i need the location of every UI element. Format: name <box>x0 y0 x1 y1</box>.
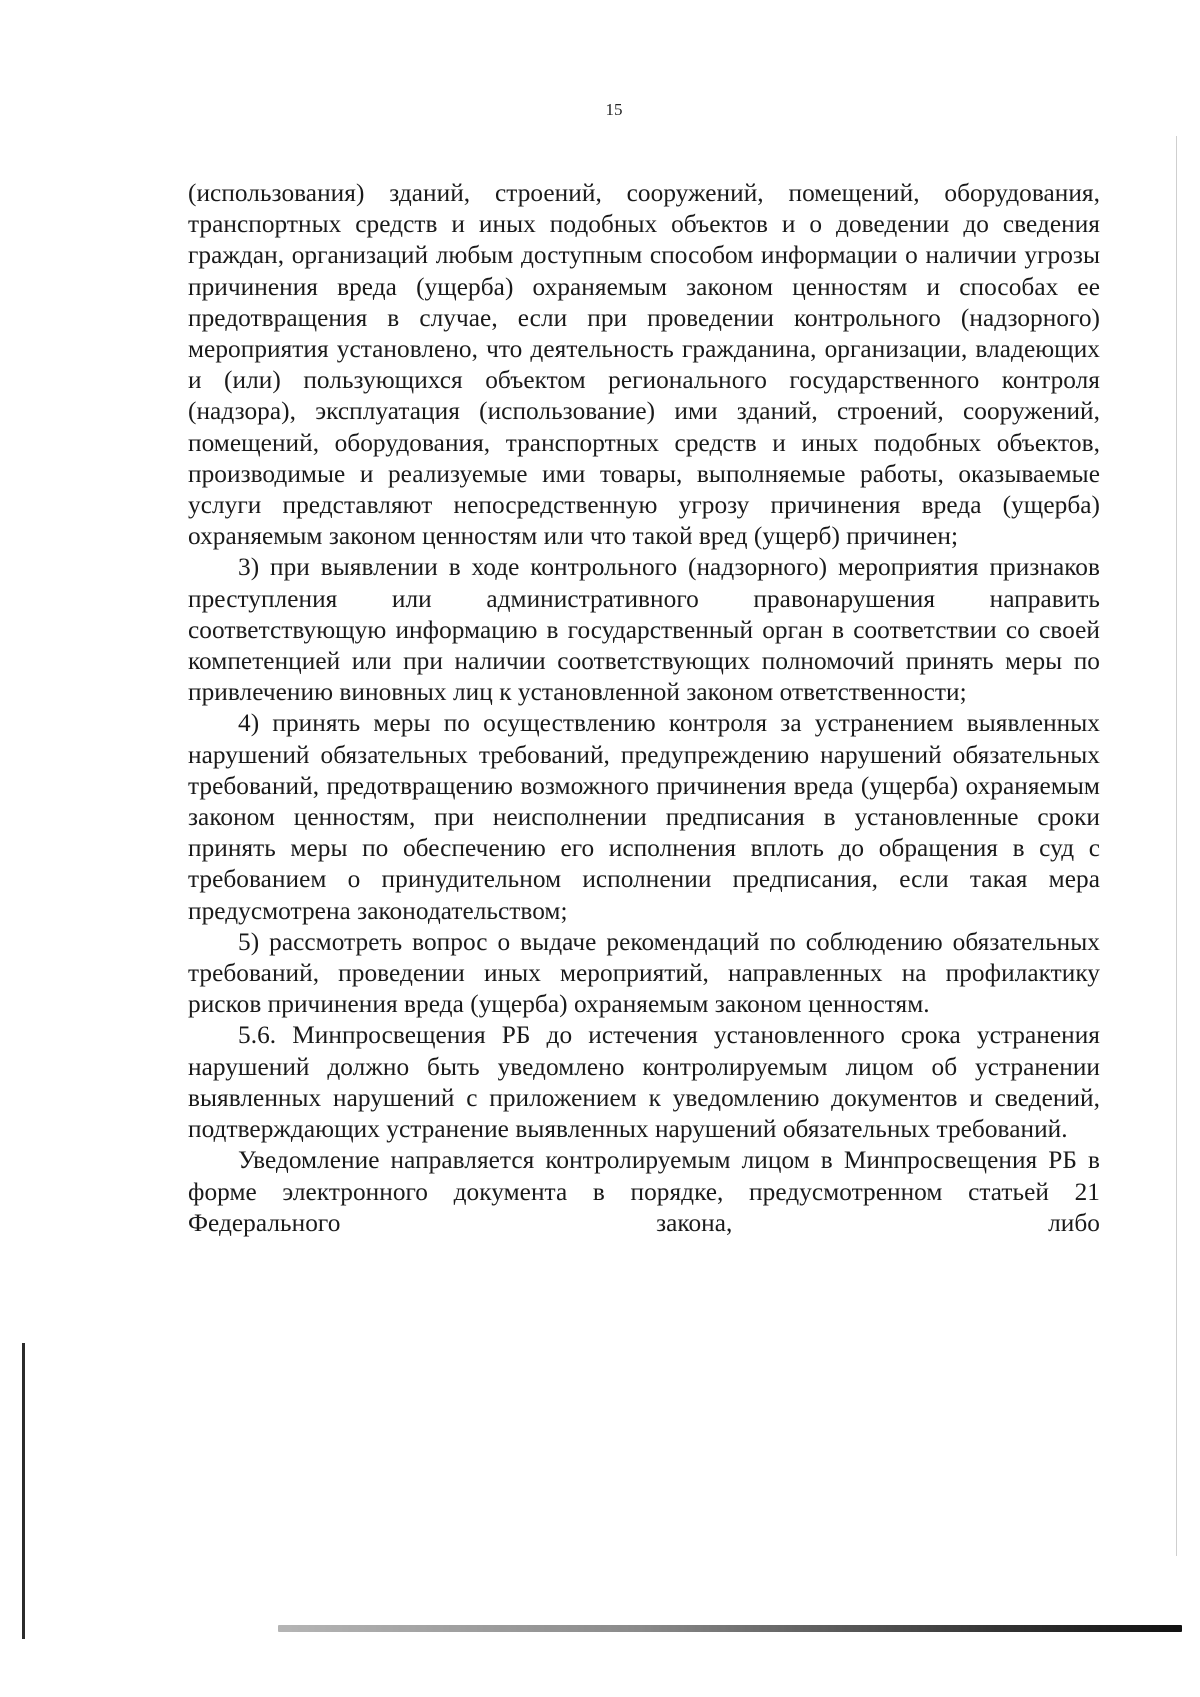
body-text <box>188 178 1100 1239</box>
paragraph-continuation: (использования) зданий, строений, сооружений, помещений, оборудования, транспортных средств и иных подобных объектов и о доведении до сведения граждан, организаций любым доступным способом информации о наличии угрозы причинения вреда (ущерба) охраняемым законом ценностям и способах ее предотвращения в случае, если при проведении контрольного (надзорного) мероприятия установлено, что деятельность гражданина, организации, владеющих и (или) пользующихся объектом регионального государственного контроля (надзора), эксплуатация (использование) ими зданий, строений, сооружений, помещений, оборудования, транспортных средств и иных подобных объектов, производимые и реализуемые ими товары, выполняемые работы, оказываемые услуги представляют непосредственную угрозу причинения вреда (ущерба) охраняемым законом ценностям или что такой вред (ущерб) причинен; <box>188 179 1100 551</box>
paragraph-notification: Уведомление направляется контролируемым лицом в Минпросвещения РБ в форме электронного документа в порядке, предусмотренном статьей 21 Федерального закона, либо <box>188 1146 1100 1237</box>
scan-edge-line-right <box>1176 136 1177 1556</box>
paragraph-item-3: 3) при выявлении в ходе контрольного (надзорного) мероприятия признаков преступления или административного правонарушения направить соответствующую информацию в государственный орган в соответствии со своей компетенцией или при наличии соответствующих полномочий принять меры по привлечению виновных лиц к установленной законом ответственности; <box>188 553 1100 707</box>
paragraph-section-5-6: 5.6. Минпросвещения РБ до истечения установленного срока устранения нарушений должно быть уведомлено контролируемым лицом об устранении выявленных нарушений с приложением к уведомлению документов и сведений, подтверждающих устранение выявленных нарушений обязательных требований. <box>188 1021 1100 1144</box>
page-number: 15 <box>605 100 623 119</box>
paragraph-item-5: 5) рассмотреть вопрос о выдаче рекомендаций по соблюдению обязательных требований, проведении иных мероприятий, направленных на профилактику рисков причинения вреда (ущерба) охраняемым законом ценностям. <box>188 927 1100 1019</box>
paragraph-item-4: 4) принять меры по осуществлению контроля за устранением выявленных нарушений обязательных требований, предупреждению нарушений обязательных требований, предотвращению возможного причинения вреда (ущерба) охраняемым законом ценностям, при неисполнении предписания в установленные сроки принять меры по обеспечению его исполнения вплоть до обращения в суд с требованием о принудительном исполнении предписания, если такая мера предусмотрена законодательством; <box>188 709 1100 925</box>
scan-edge-line-left <box>22 1343 25 1639</box>
scan-bottom-edge-line <box>278 1625 1182 1632</box>
